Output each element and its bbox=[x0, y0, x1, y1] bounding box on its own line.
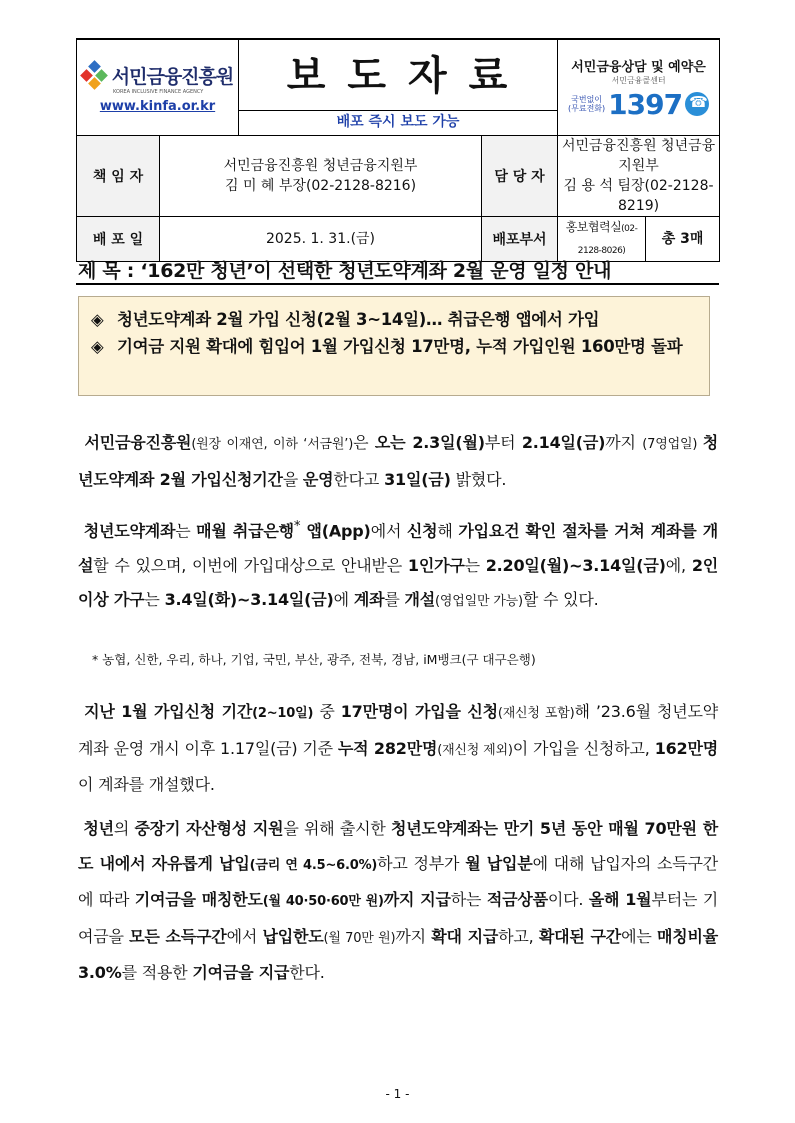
text-run: 17만명이 가입을 신청 bbox=[340, 702, 498, 721]
text-run: 청년도약계좌는 만기 5년 동안 매월 70만원 한도 내에서 자유롭게 납입 bbox=[78, 819, 719, 873]
text-run: 중장기 자산형성 지원 bbox=[134, 819, 284, 838]
hotline-sub: 서민금융콜센터 bbox=[611, 75, 666, 85]
hotline-free: (무료전화) bbox=[568, 104, 606, 114]
label-contact: 담 당 자 bbox=[482, 135, 558, 216]
text-run: 중 bbox=[313, 702, 341, 721]
text-run: 이다. bbox=[547, 890, 589, 909]
text-run: 올해 1월 bbox=[588, 890, 652, 909]
text-run: 청년도약계좌 bbox=[83, 521, 176, 541]
text-run: 신청 bbox=[406, 521, 438, 541]
text-run: 에는 bbox=[621, 926, 657, 946]
text-run: (금리 연 4.5~6.0%) bbox=[249, 857, 378, 873]
text-run: 오는 2.3일(월) bbox=[374, 433, 485, 452]
body-paragraph-2 bbox=[78, 510, 718, 620]
summary-item bbox=[91, 336, 699, 357]
text-run: 할 수 있으며, 이번에 가입대상으로 안내받은 bbox=[93, 555, 408, 575]
text-run: (월 40·50·60만 원) bbox=[262, 894, 384, 909]
phone-icon bbox=[685, 92, 709, 116]
text-run: 까지 bbox=[605, 433, 636, 452]
org-name: 서민금융진흥원 bbox=[111, 65, 234, 88]
body-paragraph-4 bbox=[78, 812, 718, 991]
kinfa-logo-icon bbox=[82, 62, 108, 88]
text-run: 부터 bbox=[484, 433, 522, 452]
text-run: (재신청 제외) bbox=[437, 742, 513, 758]
text-run: 매월 취급은행 bbox=[196, 521, 294, 541]
text-run: 에 bbox=[333, 590, 354, 610]
hotline-small: 국번없이 bbox=[571, 95, 603, 105]
text-run: 기여금을 매칭한도 bbox=[134, 890, 263, 909]
text-run: 기여금을 지급 bbox=[192, 963, 290, 982]
doc-type-title: 보도자료 bbox=[286, 52, 530, 99]
text-run: 2.14일(금) bbox=[521, 433, 606, 452]
text-run: 월 납입분 bbox=[465, 853, 533, 873]
label-date: 배 포 일 bbox=[77, 216, 160, 261]
text-run: 부터는 기여금을 bbox=[78, 890, 718, 946]
text-run: 하고, bbox=[498, 926, 539, 946]
text-run: 이 가입을 신청하고, bbox=[512, 738, 655, 758]
text-run: 까지 bbox=[395, 926, 432, 946]
text-run: (월 70만 원) bbox=[323, 930, 396, 946]
dept-phone: (02-2128-8026) bbox=[577, 223, 638, 256]
text-run: 운영 bbox=[302, 469, 334, 489]
contact-line2: 김 용 석 팀장(02-2128-8219) bbox=[563, 177, 714, 214]
text-run: 지난 1월 가입신청 기간 bbox=[84, 702, 253, 721]
body-paragraph-3 bbox=[78, 695, 718, 803]
text-run: 을 bbox=[282, 469, 303, 489]
text-run: 서민금융진흥원 bbox=[84, 433, 192, 452]
text-run: 해 bbox=[437, 521, 459, 541]
text-run: (2~10일) bbox=[252, 706, 314, 721]
footnote-mark: * bbox=[293, 519, 301, 534]
text-run: 에, bbox=[665, 555, 692, 575]
responsible-line2: 김 미 혜 부장(02-2128-8216) bbox=[224, 177, 417, 194]
text-run: 3.4일(화)~3.14일(금) bbox=[164, 590, 334, 610]
logo-cell bbox=[77, 39, 239, 135]
text-run: 가입요건 확인 절차를 거쳐 계좌를 개설 bbox=[78, 521, 718, 575]
text-run: 해 ’23.6월 청년도약계좌 운영 개시 이후 1.17일(금) 기준 bbox=[78, 702, 719, 758]
diamond-bullet-icon: ◈ bbox=[91, 337, 104, 356]
text-run: 모든 소득구간 bbox=[129, 926, 227, 946]
org-name-en: KOREA INCLUSIVE FINANCE AGENCY bbox=[113, 88, 204, 95]
text-run: 청년도약계좌 2월 가입신청기간 bbox=[78, 433, 718, 489]
contact-info bbox=[558, 135, 720, 216]
responsible-line1: 서민금융진흥원 청년금융지원부 bbox=[223, 157, 418, 174]
responsible-info bbox=[160, 135, 482, 216]
website-link[interactable]: www.kinfa.or.kr bbox=[99, 98, 216, 114]
body-paragraph-1 bbox=[78, 426, 718, 497]
text-run: (영업일만 가능) bbox=[435, 594, 523, 610]
diamond-bullet-icon: ◈ bbox=[91, 310, 104, 329]
text-run: 에 대해 납입자의 소득구간에 따라 bbox=[78, 853, 718, 909]
text-run: 는 bbox=[464, 555, 486, 575]
text-run: 에서 bbox=[226, 926, 263, 946]
summary-text: 기여금 지원 확대에 힘입어 1월 가입신청 17만명, 누적 가입인원 160만명 돌파 bbox=[117, 337, 683, 356]
hotline-number: 1397 bbox=[608, 87, 683, 121]
title-cell bbox=[239, 39, 558, 135]
summary-box bbox=[78, 296, 710, 396]
hotline-title: 서민금융상담 및 예약은 bbox=[571, 59, 706, 75]
text-run: 31일(금) bbox=[384, 469, 451, 489]
text-run: 계좌 bbox=[353, 590, 385, 610]
text-run: 납입한도 bbox=[262, 926, 324, 946]
text-run: 을 위해 출시한 bbox=[283, 819, 391, 838]
text-run: 하고 정부가 bbox=[377, 853, 466, 873]
text-run: 는 bbox=[144, 590, 165, 610]
subject-title: 제 목 : ‘162만 청년’이 선택한 청년도약계좌 2월 운영 일정 안내 bbox=[78, 260, 612, 282]
release-note: 배포 즉시 보도 가능 bbox=[239, 110, 557, 133]
text-run: 의 bbox=[113, 819, 135, 838]
text-run: 은 bbox=[353, 433, 375, 452]
text-run: 하는 bbox=[450, 890, 487, 909]
text-run: 한다. bbox=[289, 963, 325, 982]
text-run: 밝혔다. bbox=[450, 469, 507, 489]
dept-value: 홍보협력실 bbox=[565, 219, 622, 234]
text-run: (재신청 포함) bbox=[497, 706, 575, 721]
text-run: 확대된 구간 bbox=[538, 926, 622, 946]
text-run: 2.20일(월)~3.14일(금) bbox=[485, 555, 666, 575]
subject-divider bbox=[76, 283, 719, 285]
text-run: 할 수 있다. bbox=[522, 590, 599, 610]
org-logo bbox=[77, 62, 238, 89]
text-run: 개설 bbox=[404, 590, 436, 610]
text-run: 는 bbox=[175, 521, 197, 541]
text-run: 매칭비율 3.0% bbox=[78, 926, 718, 982]
dept-info bbox=[558, 216, 646, 261]
text-run: (원장 이재연, 이하 ‘서금원’) bbox=[191, 437, 354, 452]
hotline-cell bbox=[558, 39, 720, 135]
label-responsible: 책 임 자 bbox=[77, 135, 160, 216]
text-run: 앱(App) bbox=[300, 521, 371, 541]
text-run: 162만명 bbox=[654, 738, 718, 758]
text-run: 까지 지급 bbox=[383, 890, 451, 909]
text-run: 1인가구 bbox=[407, 555, 465, 575]
text-run: 를 적용한 bbox=[121, 963, 193, 982]
text-run: 에서 bbox=[370, 521, 407, 541]
release-date: 2025. 1. 31.(금) bbox=[160, 216, 482, 261]
text-run: (7영업일) bbox=[642, 437, 703, 452]
text-run: 청년 bbox=[83, 819, 114, 838]
press-header-table bbox=[76, 38, 720, 262]
summary-item bbox=[91, 309, 699, 330]
text-run: 를 bbox=[384, 590, 405, 610]
bank-footnote: * 농협, 신한, 우리, 하나, 기업, 국민, 부산, 광주, 전북, 경남, iM뱅크(구 대구은행) bbox=[92, 652, 536, 667]
text-run: 적금상품 bbox=[486, 890, 548, 909]
summary-text: 청년도약계좌 2월 가입 신청(2월 3~14일)… 취급은행 앱에서 가입 bbox=[117, 310, 600, 329]
text-run: 이 계좌를 개설했다. bbox=[78, 775, 215, 794]
text-run: 확대 지급 bbox=[431, 926, 499, 946]
page-count: 총 3매 bbox=[646, 216, 720, 261]
text-run: 한다고 bbox=[333, 469, 385, 489]
page-number: - 1 - bbox=[385, 1087, 410, 1101]
text-run: 2인 이상 가구 bbox=[78, 555, 719, 610]
text-run: 누적 282만명 bbox=[337, 738, 438, 758]
label-dept: 배포부서 bbox=[482, 216, 558, 261]
contact-line1: 서민금융진흥원 청년금융지원부 bbox=[561, 137, 716, 174]
